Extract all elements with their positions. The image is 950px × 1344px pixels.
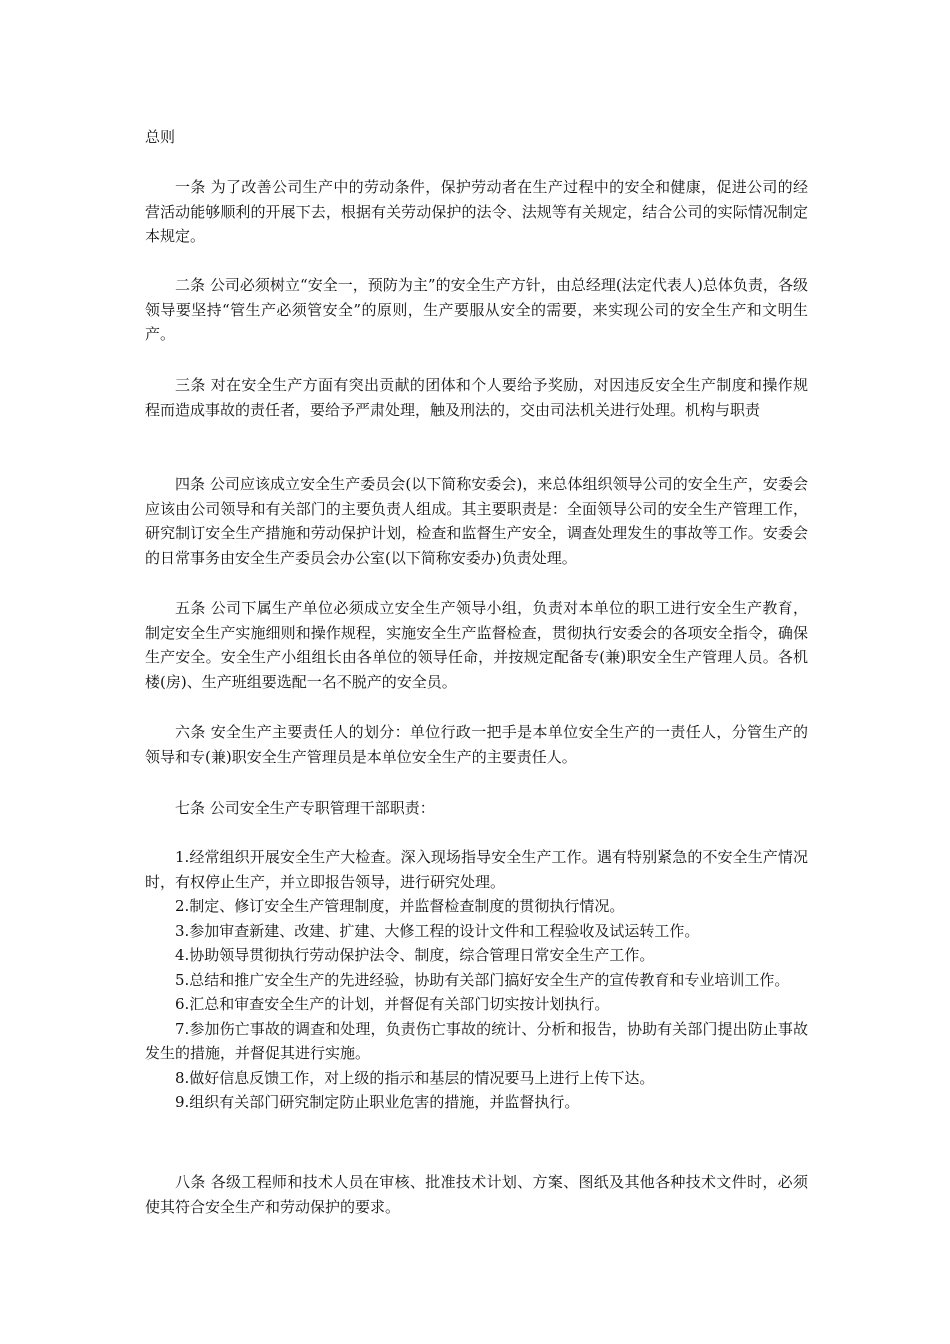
- duty-item: 1.经常组织开展安全生产大检查。深入现场指导安全生产工作。遇有特别紧急的不安全生产情况时，有权停止生产，并立即报告领导，进行研究处理。: [145, 848, 808, 891]
- duty-item: 3.参加审查新建、改建、扩建、大修工程的设计文件和工程验收及试运转工作。: [175, 921, 700, 940]
- duty-item: 2.制定、修订安全生产管理制度，并监督检查制度的贯彻执行情况。: [175, 897, 625, 915]
- duty-item: 7.参加伤亡事故的调查和处理，负责伤亡事故的统计、分析和报告，协助有关部门提出防止事故发生的措施，并督促其进行实施。: [145, 1019, 808, 1062]
- article-1: 一条 为了改善公司生产中的劳动条件，保护劳动者在生产过程中的安全和健康，促进公司的经营活动能够顺利的开展下去，根据有关劳动保护的法令、法规等有关规定，结合公司的实际情况制定本规定。: [145, 178, 808, 245]
- duty-item: 4.协助领导贯彻执行劳动保护法令、制度，综合管理日常安全生产工作。: [175, 946, 655, 964]
- article-2: 二条 公司必须树立“安全一，预防为主”的安全生产方针，由总经理(法定代表人)总体负责，各级领导要坚持“管生产必须管安全”的原则，生产要服从安全的需要，来实现公司的安全生产和文明生产。: [145, 276, 808, 343]
- article-4: 四条 公司应该成立安全生产委员会(以下简称安委会)，来总体组织领导公司的安全生产，安委会应该由公司领导和有关部门的主要负责人组成。其主要职责是：全面领导公司的安全生产管理工作，研究制订安全生产措施和劳动保护计划，检查和监督生产安全，调查处理发生的事故等工作。安委会的日常事务由安全生产委员会办公室(以下简称安委办)负责处理。: [145, 475, 808, 567]
- duty-item: 5.总结和推广安全生产的先进经验，协助有关部门搞好安全生产的宣传教育和专业培训工作。: [175, 970, 790, 989]
- article-8: 八条 各级工程师和技术人员在审核、批准技术计划、方案、图纸及其他各种技术文件时，必须使其符合安全生产和劳动保护的要求。: [145, 1173, 808, 1216]
- duty-item: 6.汇总和审查安全生产的计划，并督促有关部门切实按计划执行。: [175, 995, 610, 1013]
- section-heading: 总则: [145, 128, 176, 146]
- article-3: 三条 对在安全生产方面有突出贡献的团体和个人要给予奖励，对因违反安全生产制度和操作规程而造成事故的责任者，要给予严肃处理，触及刑法的，交由司法机关进行处理。机构与职责: [145, 376, 808, 419]
- duty-item: 8.做好信息反馈工作，对上级的指示和基层的情况要马上进行上传下达。: [175, 1068, 655, 1087]
- article-5: 五条 公司下属生产单位必须成立安全生产领导小组，负责对本单位的职工进行安全生产教育，制定安全生产实施细则和操作规程，实施安全生产监督检查，贯彻执行安委会的各项安全指令，确保生产安全。安全生产小组组长由各单位的领导任命，并按规定配备专(兼)职安全生产管理人员。各机楼(房)、生产班组要选配一名不脱产的安全员。: [145, 599, 808, 691]
- duty-item: 9.组织有关部门研究制定防止职业危害的措施，并监督执行。: [175, 1093, 580, 1111]
- article-7: 七条 公司安全生产专职管理干部职责：: [175, 799, 435, 817]
- article-6: 六条 安全生产主要责任人的划分：单位行政一把手是本单位安全生产的一责任人，分管生产的领导和专(兼)职安全生产管理员是本单位安全生产的主要责任人。: [145, 723, 808, 766]
- duties-list: [145, 845, 808, 1115]
